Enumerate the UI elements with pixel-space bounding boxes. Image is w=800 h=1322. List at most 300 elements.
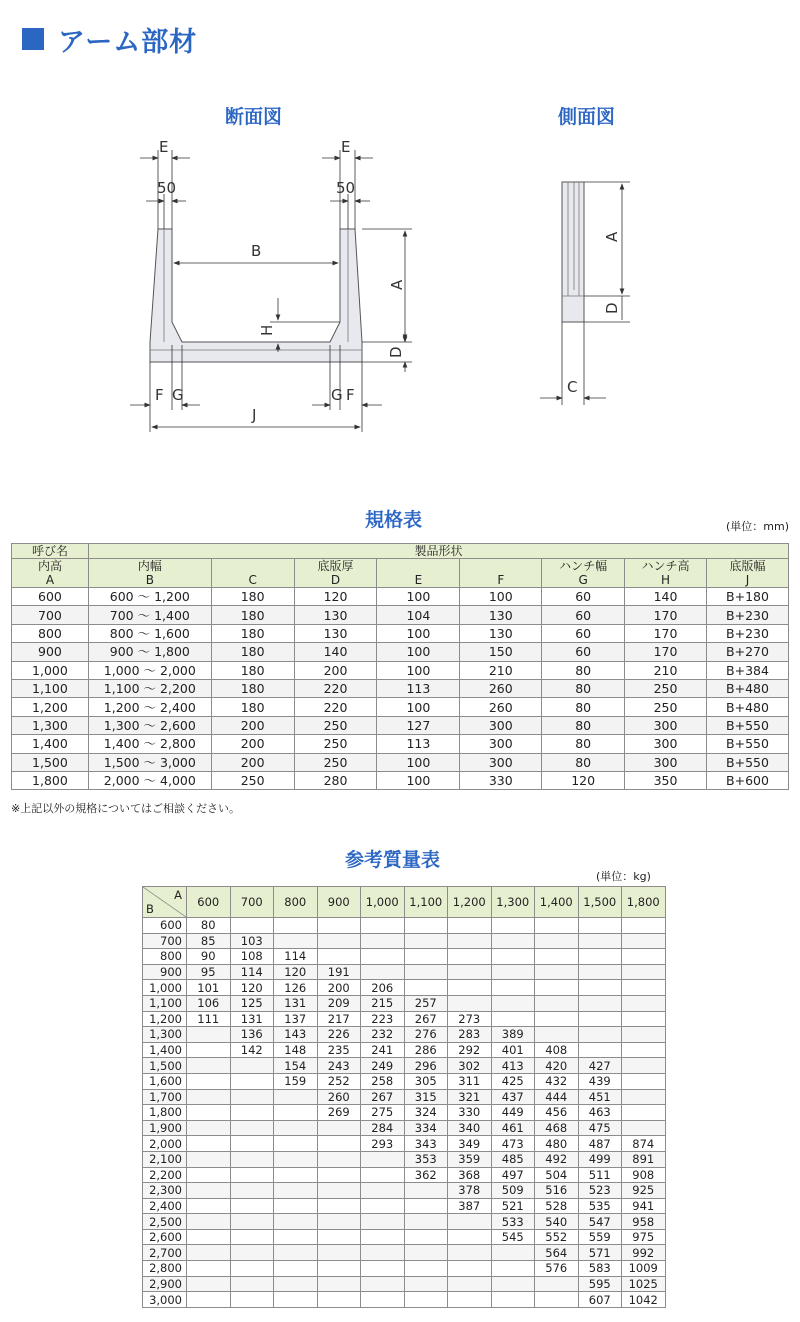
weight-col-header: 1,800 [622,887,666,918]
table-cell [448,1245,492,1261]
label-g-right: G [331,386,343,404]
table-cell [230,1292,274,1308]
weight-row-header: 1,500 [143,1058,187,1074]
table-cell: 130 [294,606,377,624]
weight-row-header: 2,300 [143,1183,187,1199]
table-cell: 80 [187,918,231,934]
table-cell: 142 [230,1042,274,1058]
table-cell [535,980,579,996]
table-cell: 552 [535,1229,579,1245]
table-cell [230,1276,274,1292]
table-cell [317,1276,361,1292]
table-cell [622,933,666,949]
table-cell [187,1042,231,1058]
table-cell [404,980,448,996]
table-cell [274,1151,318,1167]
table-cell: 170 [625,624,707,642]
table-row [12,606,789,624]
weight-col-header: 1,300 [491,887,535,918]
table-cell [187,1120,231,1136]
table-cell: 958 [622,1214,666,1230]
table-cell: 60 [542,624,625,642]
table-cell [361,1167,405,1183]
table-cell: 113 [377,679,460,697]
table-row [143,1229,666,1245]
table-cell: 260 [460,698,542,716]
table-row [12,588,789,606]
table-cell: B+230 [706,624,788,642]
table-cell: 437 [491,1089,535,1105]
table-cell [578,1042,622,1058]
table-cell: 480 [535,1136,579,1152]
page-header [22,22,197,56]
table-cell: 260 [460,679,542,697]
weight-row-header: 2,200 [143,1167,187,1183]
table-cell: 583 [578,1261,622,1277]
table-cell: 80 [542,679,625,697]
table-cell: 516 [535,1183,579,1199]
table-cell [187,1167,231,1183]
table-cell: 130 [460,624,542,642]
table-cell: 243 [317,1058,361,1074]
table-cell: 389 [491,1027,535,1043]
table-cell: 130 [294,624,377,642]
square-bullet-icon [22,28,44,50]
table-cell [187,1105,231,1121]
table-cell [230,1058,274,1074]
table-cell: 269 [317,1105,361,1121]
weight-col-header: 1,500 [578,887,622,918]
table-cell: 1,500 ～ 3,000 [88,753,211,771]
table-cell [535,1292,579,1308]
table-cell [317,1151,361,1167]
table-cell: 1,200 [12,698,89,716]
spec-col-header: 内幅 B [88,559,211,588]
weight-unit: (単位：kg) [596,870,651,883]
table-cell [448,1292,492,1308]
table-row [143,964,666,980]
table-cell: 100 [377,588,460,606]
table-cell: 1,000 [12,661,89,679]
table-cell: 595 [578,1276,622,1292]
table-row [143,1214,666,1230]
table-cell: 60 [542,643,625,661]
table-cell [578,980,622,996]
table-cell [187,1292,231,1308]
table-cell [187,1183,231,1199]
table-cell [491,933,535,949]
table-row [143,1027,666,1043]
table-cell: 235 [317,1042,361,1058]
table-cell [317,1261,361,1277]
table-cell [491,1011,535,1027]
table-cell: 292 [448,1042,492,1058]
table-cell: 1,800 [12,771,89,789]
spec-table-title: 規格表 [365,509,423,531]
table-cell [361,949,405,965]
table-cell [187,1058,231,1074]
spec-col-header: F [460,559,542,588]
table-cell [622,949,666,965]
side-label-d: D [603,302,621,314]
weight-row-header: 1,000 [143,980,187,996]
table-cell: 286 [404,1042,448,1058]
table-cell: 250 [625,679,707,697]
table-cell [535,949,579,965]
weight-row-header: 700 [143,933,187,949]
table-cell: 100 [460,588,542,606]
label-50-right: 50 [336,179,356,197]
label-e-left: E [159,138,169,156]
table-cell: 992 [622,1245,666,1261]
weight-row-header: 2,100 [143,1151,187,1167]
table-cell: 571 [578,1245,622,1261]
side-view-title: 側面図 [558,106,616,128]
table-row [143,980,666,996]
weight-row-header: 600 [143,918,187,934]
table-cell [535,918,579,934]
spec-col-header: 底版幅 J [706,559,788,588]
table-cell: 509 [491,1183,535,1199]
table-cell: 80 [542,698,625,716]
table-cell: 220 [294,698,377,716]
table-cell: 540 [535,1214,579,1230]
table-cell: 1025 [622,1276,666,1292]
table-row [143,1167,666,1183]
table-cell: 126 [274,980,318,996]
table-cell: 444 [535,1089,579,1105]
table-cell: 908 [622,1167,666,1183]
table-cell: 103 [230,933,274,949]
table-cell: 148 [274,1042,318,1058]
table-cell [361,1276,405,1292]
table-cell: B+550 [706,735,788,753]
weight-row-header: 1,300 [143,1027,187,1043]
table-cell [361,1183,405,1199]
table-cell [274,933,318,949]
table-cell: 275 [361,1105,405,1121]
table-cell: 362 [404,1167,448,1183]
table-cell [622,1027,666,1043]
table-cell: 159 [274,1073,318,1089]
table-row [12,698,789,716]
table-cell: 1,200 ～ 2,400 [88,698,211,716]
table-cell: 100 [377,643,460,661]
table-cell: B+600 [706,771,788,789]
table-cell: 300 [460,735,542,753]
weight-row-header: 1,100 [143,995,187,1011]
table-cell: 80 [542,735,625,753]
spec-col-header: 内高 A [12,559,89,588]
table-cell [274,1167,318,1183]
table-cell [274,1136,318,1152]
table-cell [361,933,405,949]
table-cell [361,964,405,980]
spec-head-yobi: 呼び名 [12,544,89,559]
table-cell: 368 [448,1167,492,1183]
table-cell: 1,300 ～ 2,600 [88,716,211,734]
table-cell: 401 [491,1042,535,1058]
weight-row-header: 900 [143,964,187,980]
table-cell: 451 [578,1089,622,1105]
table-cell: 700 [12,606,89,624]
table-cell: 350 [625,771,707,789]
table-cell [622,1089,666,1105]
table-cell: 330 [448,1105,492,1121]
table-cell: B+180 [706,588,788,606]
table-cell: 140 [625,588,707,606]
table-cell [448,918,492,934]
table-cell: 473 [491,1136,535,1152]
table-cell: 559 [578,1229,622,1245]
table-cell [404,1276,448,1292]
table-cell: 120 [294,588,377,606]
table-row [143,1183,666,1199]
table-cell [535,1027,579,1043]
table-cell [578,949,622,965]
table-cell [361,1292,405,1308]
table-cell [404,918,448,934]
table-cell: 378 [448,1183,492,1199]
table-cell: 180 [211,661,294,679]
page-title: アーム部材 [58,26,198,58]
table-row [143,1261,666,1277]
table-row [12,753,789,771]
table-cell: 100 [377,624,460,642]
table-cell [361,1229,405,1245]
table-cell [317,1136,361,1152]
table-cell [317,1229,361,1245]
table-cell: 468 [535,1120,579,1136]
table-cell [361,1198,405,1214]
table-cell: 137 [274,1011,318,1027]
table-cell: 1,000 ～ 2,000 [88,661,211,679]
table-cell [448,1261,492,1277]
table-cell [187,1027,231,1043]
table-cell: 226 [317,1027,361,1043]
table-cell [230,1183,274,1199]
table-cell: 250 [294,735,377,753]
table-cell: 353 [404,1151,448,1167]
weight-row-header: 1,900 [143,1120,187,1136]
table-cell: B+384 [706,661,788,679]
weight-col-header: 1,000 [361,887,405,918]
table-cell: B+230 [706,606,788,624]
table-cell: 463 [578,1105,622,1121]
table-cell: 330 [460,771,542,789]
table-cell [491,1245,535,1261]
table-cell [274,1261,318,1277]
table-cell [317,1214,361,1230]
table-cell: 1,100 [12,679,89,697]
table-cell [491,918,535,934]
table-cell [274,1089,318,1105]
table-cell: 249 [361,1058,405,1074]
table-row [143,1136,666,1152]
table-cell [622,1058,666,1074]
table-cell [622,995,666,1011]
table-cell [317,1183,361,1199]
table-cell [187,1136,231,1152]
table-cell: 521 [491,1198,535,1214]
table-cell: B+550 [706,716,788,734]
table-cell: 475 [578,1120,622,1136]
table-cell: 113 [377,735,460,753]
table-cell [535,995,579,1011]
table-row [143,1089,666,1105]
table-row [12,679,789,697]
spec-col-header: ハンチ幅 G [542,559,625,588]
table-cell [361,1261,405,1277]
label-50-left: 50 [157,179,177,197]
table-cell: 425 [491,1073,535,1089]
table-cell: 300 [625,753,707,771]
table-cell: 504 [535,1167,579,1183]
spec-col-header: E [377,559,460,588]
table-cell: 1,400 [12,735,89,753]
table-cell: 100 [377,661,460,679]
table-cell [535,1011,579,1027]
table-cell: 300 [625,716,707,734]
table-cell: 120 [542,771,625,789]
table-cell [187,1073,231,1089]
label-b: B [251,242,262,260]
table-row [143,1276,666,1292]
table-cell: 130 [460,606,542,624]
table-cell [448,1276,492,1292]
table-cell: 2,000 ～ 4,000 [88,771,211,789]
table-row [143,918,666,934]
table-cell [317,949,361,965]
table-cell: 131 [274,995,318,1011]
table-cell: 180 [211,624,294,642]
table-cell: 114 [230,964,274,980]
table-cell: 127 [377,716,460,734]
side-view-drawing [530,170,640,410]
table-cell: 106 [187,995,231,1011]
table-cell: 232 [361,1027,405,1043]
side-label-a: A [603,231,621,242]
table-cell [187,1151,231,1167]
table-cell: 600 ～ 1,200 [88,588,211,606]
label-j: J [252,406,257,424]
table-cell: 349 [448,1136,492,1152]
table-row [143,1011,666,1027]
table-cell: 104 [377,606,460,624]
table-cell [187,1229,231,1245]
table-cell: 220 [294,679,377,697]
table-cell: 170 [625,606,707,624]
table-cell: 280 [294,771,377,789]
table-cell: 273 [448,1011,492,1027]
table-cell: 180 [211,588,294,606]
label-d: D [387,346,405,358]
table-cell [317,1292,361,1308]
table-cell [274,1183,318,1199]
cross-section-drawing [120,135,420,440]
table-cell [491,995,535,1011]
table-row [12,771,789,789]
table-cell [404,1214,448,1230]
table-cell: 191 [317,964,361,980]
table-cell: 300 [460,716,542,734]
table-cell: 600 [12,588,89,606]
table-cell: 200 [317,980,361,996]
table-cell [535,933,579,949]
spec-unit: (単位：mm) [726,520,790,533]
table-cell: 343 [404,1136,448,1152]
table-cell: 257 [404,995,448,1011]
table-cell [230,1105,274,1121]
weight-row-header: 2,700 [143,1245,187,1261]
weight-table-title: 参考質量表 [345,849,441,871]
table-cell: 101 [187,980,231,996]
table-cell [578,1011,622,1027]
table-cell: 439 [578,1073,622,1089]
table-cell [274,1245,318,1261]
table-cell [230,1089,274,1105]
table-cell: 432 [535,1073,579,1089]
table-cell: 300 [625,735,707,753]
table-cell [187,1089,231,1105]
table-cell [274,1229,318,1245]
table-row [143,1073,666,1089]
table-cell [274,1105,318,1121]
table-cell [622,1011,666,1027]
table-cell [274,918,318,934]
weight-col-header: 700 [230,887,274,918]
table-cell [404,1198,448,1214]
weight-col-header: 600 [187,887,231,918]
label-a: A [388,279,406,290]
table-cell [622,1042,666,1058]
table-row [143,1058,666,1074]
table-cell: 150 [460,643,542,661]
table-cell: 267 [404,1011,448,1027]
table-cell [535,1276,579,1292]
table-cell: 215 [361,995,405,1011]
table-cell: 125 [230,995,274,1011]
table-cell: 449 [491,1105,535,1121]
spec-table [11,543,789,790]
table-row [143,949,666,965]
table-cell [274,1214,318,1230]
table-cell [578,1027,622,1043]
table-cell [274,1120,318,1136]
weight-row-header: 1,200 [143,1011,187,1027]
weight-corner-cell [143,887,187,918]
table-cell: 250 [294,753,377,771]
table-row [143,1120,666,1136]
weight-row-header: 2,600 [143,1229,187,1245]
table-cell: 180 [211,679,294,697]
spec-col-header: C [211,559,294,588]
table-cell: 200 [211,753,294,771]
table-cell [404,949,448,965]
weight-row-header: 1,600 [143,1073,187,1089]
table-cell: 250 [211,771,294,789]
table-cell: 900 [12,643,89,661]
table-cell [448,1214,492,1230]
table-row [143,933,666,949]
table-cell: 180 [211,698,294,716]
table-cell: 485 [491,1151,535,1167]
table-cell [274,1292,318,1308]
table-cell [404,1292,448,1308]
table-cell: 533 [491,1214,535,1230]
table-cell [578,964,622,980]
table-cell [230,1261,274,1277]
